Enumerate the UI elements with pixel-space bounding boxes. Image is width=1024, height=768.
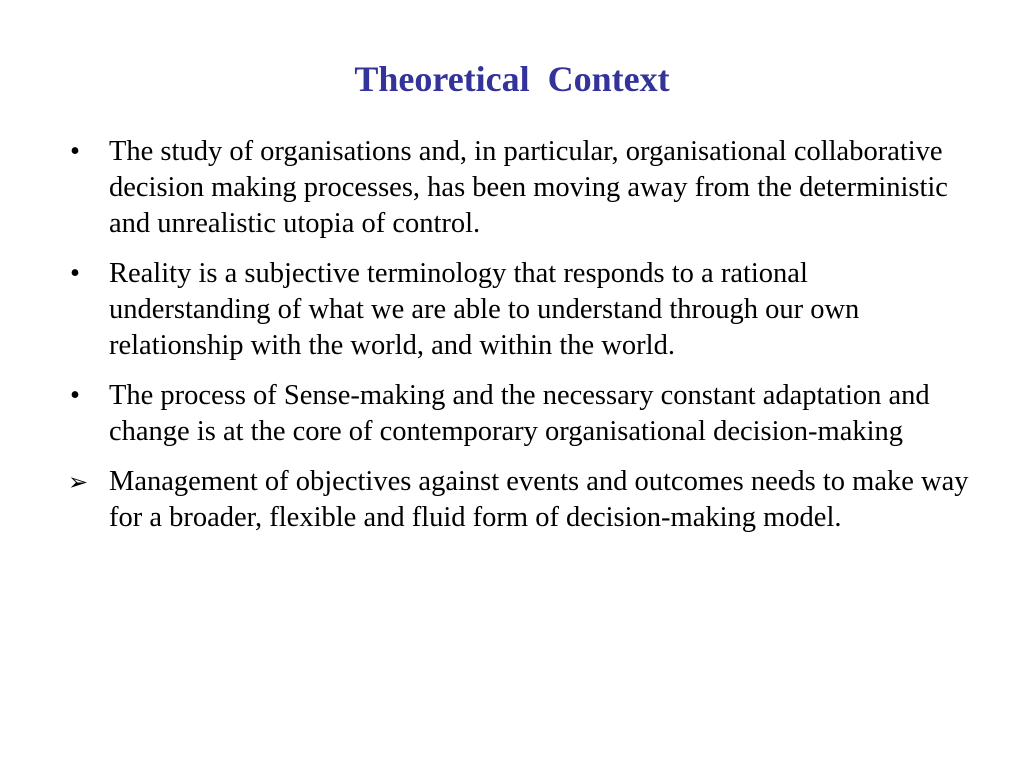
bullet-list <box>68 134 973 550</box>
arrow-bullet-icon: ➢ <box>68 468 89 496</box>
bullet-text: The process of Sense-making and the necessary constant adaptation and change is at the core of contemporary organisational decision-making <box>109 380 930 447</box>
slide-title: Theoretical Context <box>354 59 670 99</box>
bullet-text: Management of objectives against events and outcomes needs to make way for a broader, flexible and fluid form of decision-making model. <box>109 466 969 533</box>
bullet-item-1 <box>68 134 973 242</box>
dot-bullet-icon: • <box>70 258 80 289</box>
bullet-item-2 <box>68 256 973 364</box>
bullet-text: The study of organisations and, in particular, organisational collaborative decision making processes, has been moving away from the deterministic and unrealistic utopia of control. <box>109 136 948 239</box>
bullet-item-4 <box>68 464 973 536</box>
bullet-text: Reality is a subjective terminology that responds to a rational understanding of what we are able to understand through our own relationship with the world, and within the world. <box>109 258 860 361</box>
bullet-item-3 <box>68 378 973 450</box>
dot-bullet-icon: • <box>70 380 80 411</box>
dot-bullet-icon: • <box>70 136 80 167</box>
